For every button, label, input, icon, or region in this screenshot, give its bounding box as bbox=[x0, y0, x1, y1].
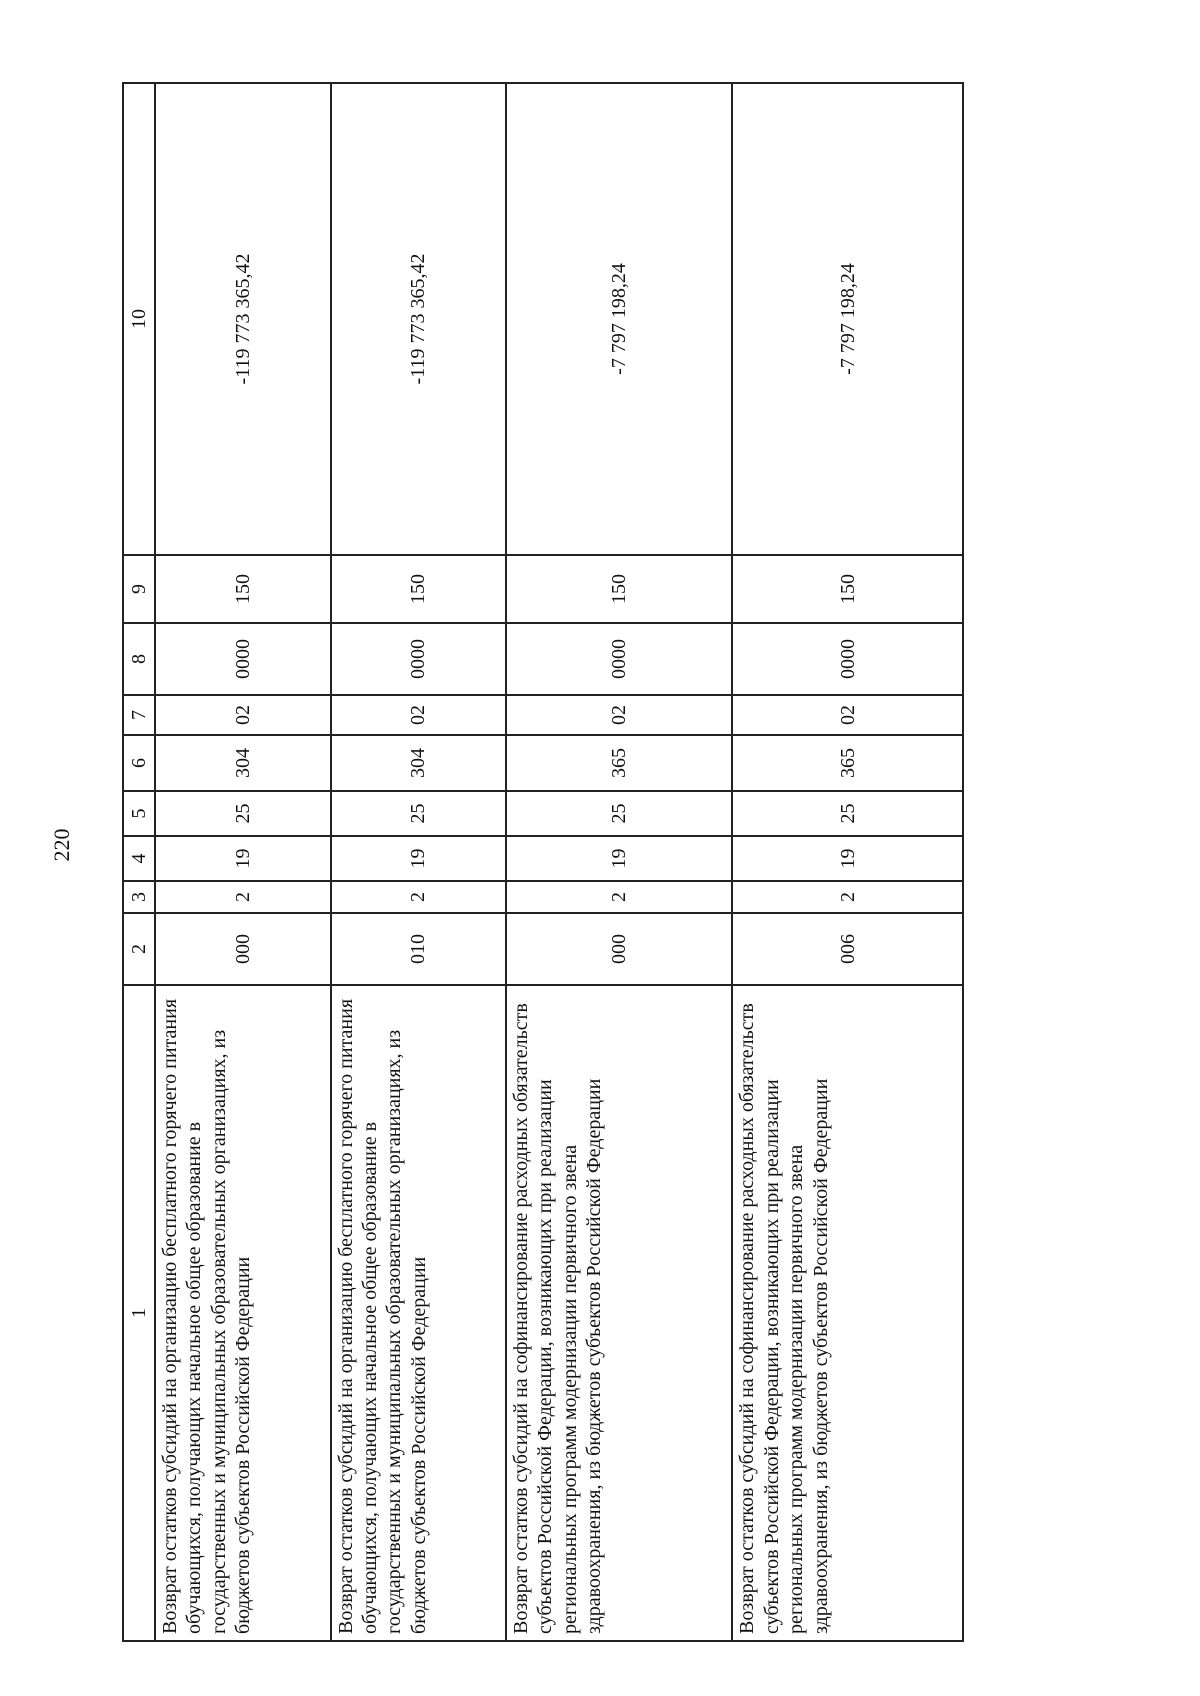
header-col-4: 4 bbox=[123, 836, 155, 881]
code-cell: 150 bbox=[506, 555, 732, 623]
table-row bbox=[331, 83, 507, 1641]
code-cell: 000 bbox=[506, 913, 732, 985]
code-cell: 25 bbox=[506, 791, 732, 836]
code-cell: 304 bbox=[155, 735, 331, 791]
code-cell: 19 bbox=[732, 836, 963, 881]
header-col-6: 6 bbox=[123, 735, 155, 791]
code-cell: 0000 bbox=[732, 623, 963, 695]
table-row bbox=[732, 83, 963, 1641]
code-cell: 19 bbox=[155, 836, 331, 881]
code-cell: 2 bbox=[331, 881, 507, 913]
header-row bbox=[123, 83, 155, 1641]
code-cell: 010 bbox=[331, 913, 507, 985]
header-col-5: 5 bbox=[123, 791, 155, 836]
code-cell: 0000 bbox=[331, 623, 507, 695]
code-cell: 02 bbox=[732, 695, 963, 735]
header-col-3: 3 bbox=[123, 881, 155, 913]
code-cell: 25 bbox=[155, 791, 331, 836]
budget-table bbox=[122, 82, 964, 1642]
code-cell: 2 bbox=[732, 881, 963, 913]
header-col-9: 9 bbox=[123, 555, 155, 623]
header-col-7: 7 bbox=[123, 695, 155, 735]
code-cell: 19 bbox=[506, 836, 732, 881]
table-row bbox=[155, 83, 331, 1641]
code-cell: 0000 bbox=[506, 623, 732, 695]
rotated-table-wrapper bbox=[122, 84, 964, 1642]
header-col-8: 8 bbox=[123, 623, 155, 695]
header-col-2: 2 bbox=[123, 913, 155, 985]
code-cell: 365 bbox=[506, 735, 732, 791]
code-cell: 02 bbox=[155, 695, 331, 735]
code-cell: 2 bbox=[506, 881, 732, 913]
code-cell: 25 bbox=[732, 791, 963, 836]
header-col-1: 1 bbox=[123, 985, 155, 1641]
amount-cell: -119 773 365,42 bbox=[155, 83, 331, 555]
code-cell: 304 bbox=[331, 735, 507, 791]
amount-cell: -7 797 198,24 bbox=[506, 83, 732, 555]
row-description: Возврат остатков субсидий на организацию бесплатного горячего питания обучающихся, получающих начальное общее образование в государственных и муниципальных образовательных организациях, из бюджетов субъектов Российской Федерации bbox=[331, 985, 507, 1641]
code-cell: 150 bbox=[155, 555, 331, 623]
code-cell: 0000 bbox=[155, 623, 331, 695]
header-col-10: 10 bbox=[123, 83, 155, 555]
code-cell: 19 bbox=[331, 836, 507, 881]
table-row bbox=[506, 83, 732, 1641]
code-cell: 02 bbox=[331, 695, 507, 735]
row-description: Возврат остатков субсидий на организацию бесплатного горячего питания обучающихся, получающих начальное общее образование в государственных и муниципальных образовательных организациях, из бюджетов субъектов Российской Федерации bbox=[155, 985, 331, 1641]
amount-cell: -7 797 198,24 bbox=[732, 83, 963, 555]
code-cell: 006 bbox=[732, 913, 963, 985]
code-cell: 000 bbox=[155, 913, 331, 985]
page-number: 220 bbox=[49, 828, 74, 862]
code-cell: 150 bbox=[331, 555, 507, 623]
code-cell: 150 bbox=[732, 555, 963, 623]
code-cell: 365 bbox=[732, 735, 963, 791]
amount-cell: -119 773 365,42 bbox=[331, 83, 507, 555]
row-description: Возврат остатков субсидий на софинансирование расходных обязательств субъектов Российской Федерации, возникающих при реализации региональных программ модернизации первичного звена здравоохранения, из бюджетов субъектов Российской Федерации bbox=[506, 985, 732, 1641]
code-cell: 25 bbox=[331, 791, 507, 836]
code-cell: 2 bbox=[155, 881, 331, 913]
code-cell: 02 bbox=[506, 695, 732, 735]
row-description: Возврат остатков субсидий на софинансирование расходных обязательств субъектов Российской Федерации, возникающих при реализации региональных программ модернизации первичного звена здравоохранения, из бюджетов субъектов Российской Федерации bbox=[732, 985, 963, 1641]
